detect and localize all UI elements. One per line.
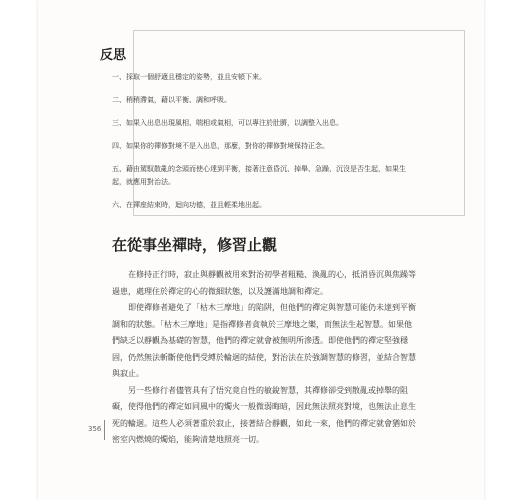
reflection-title: 反思 xyxy=(100,48,127,63)
page-number-rule xyxy=(104,420,105,440)
reflection-step: 五、藉由駕馭散亂的念頭而使心達到平衡，接著注意昏沉、掉舉、急躁、沉沒是否生起，如果生起，就應用對治法。 xyxy=(112,165,406,186)
reflection-step: 一、採取一個舒適且穩定的姿勢，並且安頓下來。 xyxy=(112,73,266,81)
reflection-step: 六、在禪座結束時，迴向功德，並且輕柔地出起。 xyxy=(112,201,266,209)
body-paragraph: 即使禪修者避免了「枯木三摩地」的陷阱，但他們的禪定與智慧可能仍未達到平衡調和的狀態。「枯木三摩地」是指禪修者貪執於三摩地之樂，而無法生起智慧。如果他們缺乏以靜觀為基礎的智慧，他們的禪定就會被無明所滲透。即使他們的禪定堅強穩固，仍然無法斬斷使他們受縛於輪迴的結使，對治法在於強調智慧的修習，並結合智慧與寂止。 xyxy=(112,303,416,378)
reflection-step: 二、稍稍滯氣，藉以平衡、調和呼吸。 xyxy=(112,96,231,104)
reflection-steps xyxy=(112,71,416,222)
reflection-step: 四、如果你的禪修對境不是入出息，那麼，對你的禪修對境保持正念。 xyxy=(112,142,329,150)
body-text xyxy=(112,267,418,449)
section-heading: 在從事坐禪時，修習止觀 xyxy=(112,236,278,254)
body-paragraph: 另一些修行者儘管具有了悟究竟自性的敏銳智慧，其禪修卻受到散亂或掉舉的阻礙，使得他們的禪定如同風中的燭火一般微弱晦暗，因此無法照亮對境，也無法止息生死的輪迴。這些人必須著重於寂止，接著結合靜觀，如此一來，他們的禪定就會猶如於密室內燃燒的燭焰，能夠清楚地照亮一切。 xyxy=(112,385,416,444)
page-number: 356 xyxy=(88,425,102,433)
body-paragraph: 在修持正行時，寂止與靜觀被用來對治初學者粗糙、渙亂的心，抵消昏沉與焦躁等過患，處理住於禪定的心的微細狀態，以及護滿地調和禪定。 xyxy=(112,270,416,296)
reflection-step: 三、如果入出息出現風相、喘相或氣相，可以專注於肚臍，以調整入出息。 xyxy=(112,119,343,127)
